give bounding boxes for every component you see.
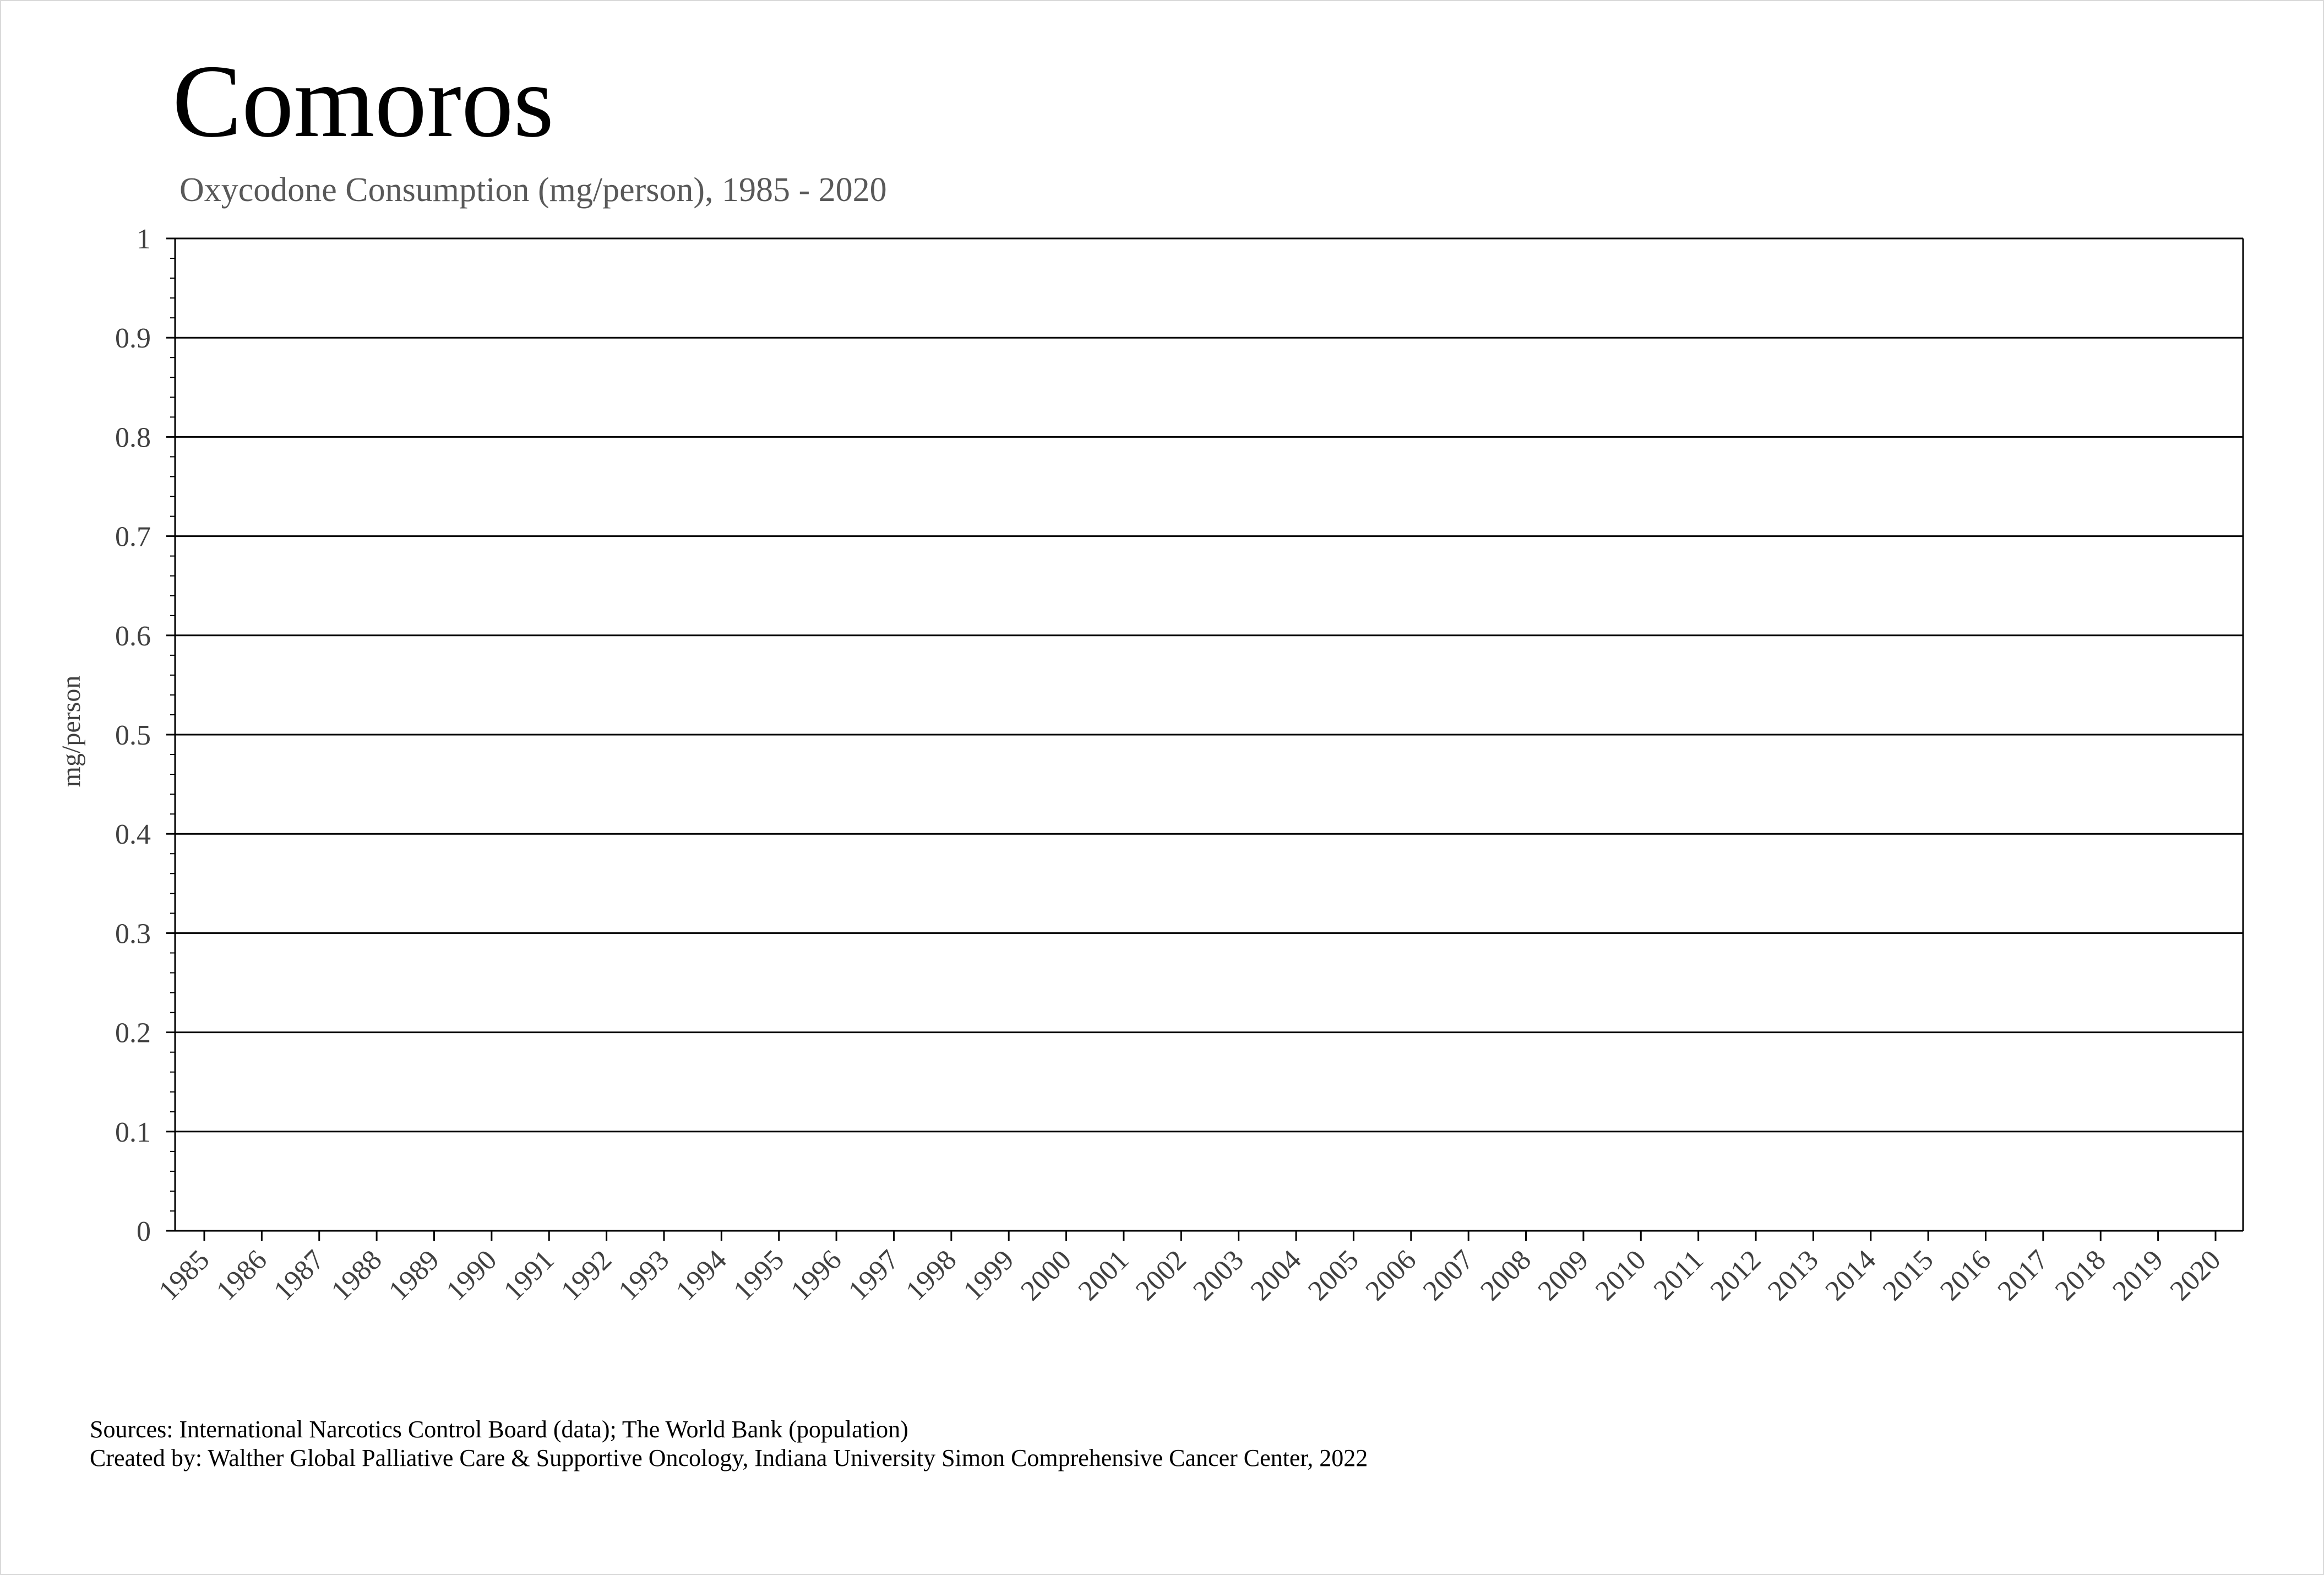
x-tick-label: 2004 [1244, 1244, 1308, 1307]
x-tick-label: 1995 [727, 1244, 791, 1307]
footer-sources: Sources: International Narcotics Control Board (data); The World Bank (population) [90, 1416, 908, 1443]
y-tick-labels [115, 224, 151, 1247]
y-tick-label: 0.4 [115, 819, 151, 851]
x-tick-label: 1999 [957, 1244, 1020, 1307]
x-tick-label: 2020 [2164, 1244, 2227, 1307]
x-tick-label: 2002 [1129, 1244, 1193, 1307]
x-tick-label: 2007 [1417, 1244, 1480, 1307]
x-tick-label: 1993 [612, 1244, 676, 1307]
x-tick-label: 2012 [1704, 1244, 1767, 1307]
y-tick-label: 0.1 [115, 1116, 151, 1148]
x-tick-label: 2010 [1589, 1244, 1652, 1307]
x-tick-label: 2013 [1762, 1244, 1825, 1307]
x-tick-label: 2009 [1532, 1244, 1595, 1307]
chart-subtitle: Oxycodone Consumption (mg/person), 1985 - 2020 [179, 171, 887, 209]
x-tick-label: 1986 [210, 1244, 273, 1307]
x-tick-label: 1992 [555, 1244, 618, 1307]
x-ticks [204, 1231, 2216, 1241]
x-tick-label: 2017 [1991, 1244, 2055, 1307]
y-tick-label: 0.8 [115, 422, 151, 454]
x-tick-label: 2003 [1187, 1244, 1250, 1307]
chart-title: Comoros [172, 44, 554, 159]
x-tick-label: 1987 [268, 1244, 331, 1307]
y-tick-label: 1 [137, 224, 151, 255]
x-tick-label: 1991 [497, 1244, 560, 1307]
x-tick-label: 1997 [842, 1244, 905, 1307]
gridlines [166, 238, 2243, 1231]
x-tick-label: 1996 [785, 1244, 848, 1307]
x-tick-label: 2015 [1876, 1244, 1940, 1307]
y-tick-label: 0.7 [115, 521, 151, 553]
x-tick-label: 2001 [1072, 1244, 1135, 1307]
y-tick-label: 0.9 [115, 323, 151, 355]
x-tick-label: 2019 [2107, 1244, 2170, 1307]
x-tick-label: 2016 [1934, 1244, 1997, 1307]
x-tick-labels [153, 1244, 2227, 1307]
x-tick-label: 1990 [440, 1244, 503, 1307]
x-tick-label: 2005 [1302, 1244, 1365, 1307]
x-tick-label: 2014 [1819, 1244, 1882, 1307]
x-tick-label: 2000 [1015, 1244, 1078, 1307]
x-tick-label: 1988 [325, 1244, 388, 1307]
x-tick-label: 1985 [153, 1244, 216, 1307]
x-tick-label: 2008 [1474, 1244, 1538, 1307]
x-tick-label: 1994 [670, 1244, 733, 1307]
x-tick-label: 2011 [1647, 1244, 1710, 1306]
x-tick-label: 2006 [1359, 1244, 1423, 1307]
y-tick-label: 0.3 [115, 918, 151, 950]
x-tick-label: 2018 [2049, 1244, 2112, 1307]
footer-created-by: Created by: Walther Global Palliative Care & Supportive Oncology, Indiana University Simon Comprehensive Cancer Center, 2022 [90, 1444, 1368, 1471]
y-tick-label: 0 [137, 1216, 151, 1247]
y-tick-label: 0.6 [115, 620, 151, 652]
y-tick-label: 0.2 [115, 1017, 151, 1049]
x-tick-label: 1998 [900, 1244, 963, 1307]
x-tick-label: 1989 [383, 1244, 445, 1307]
y-axis-title: mg/person [57, 675, 86, 788]
y-tick-label: 0.5 [115, 720, 151, 751]
